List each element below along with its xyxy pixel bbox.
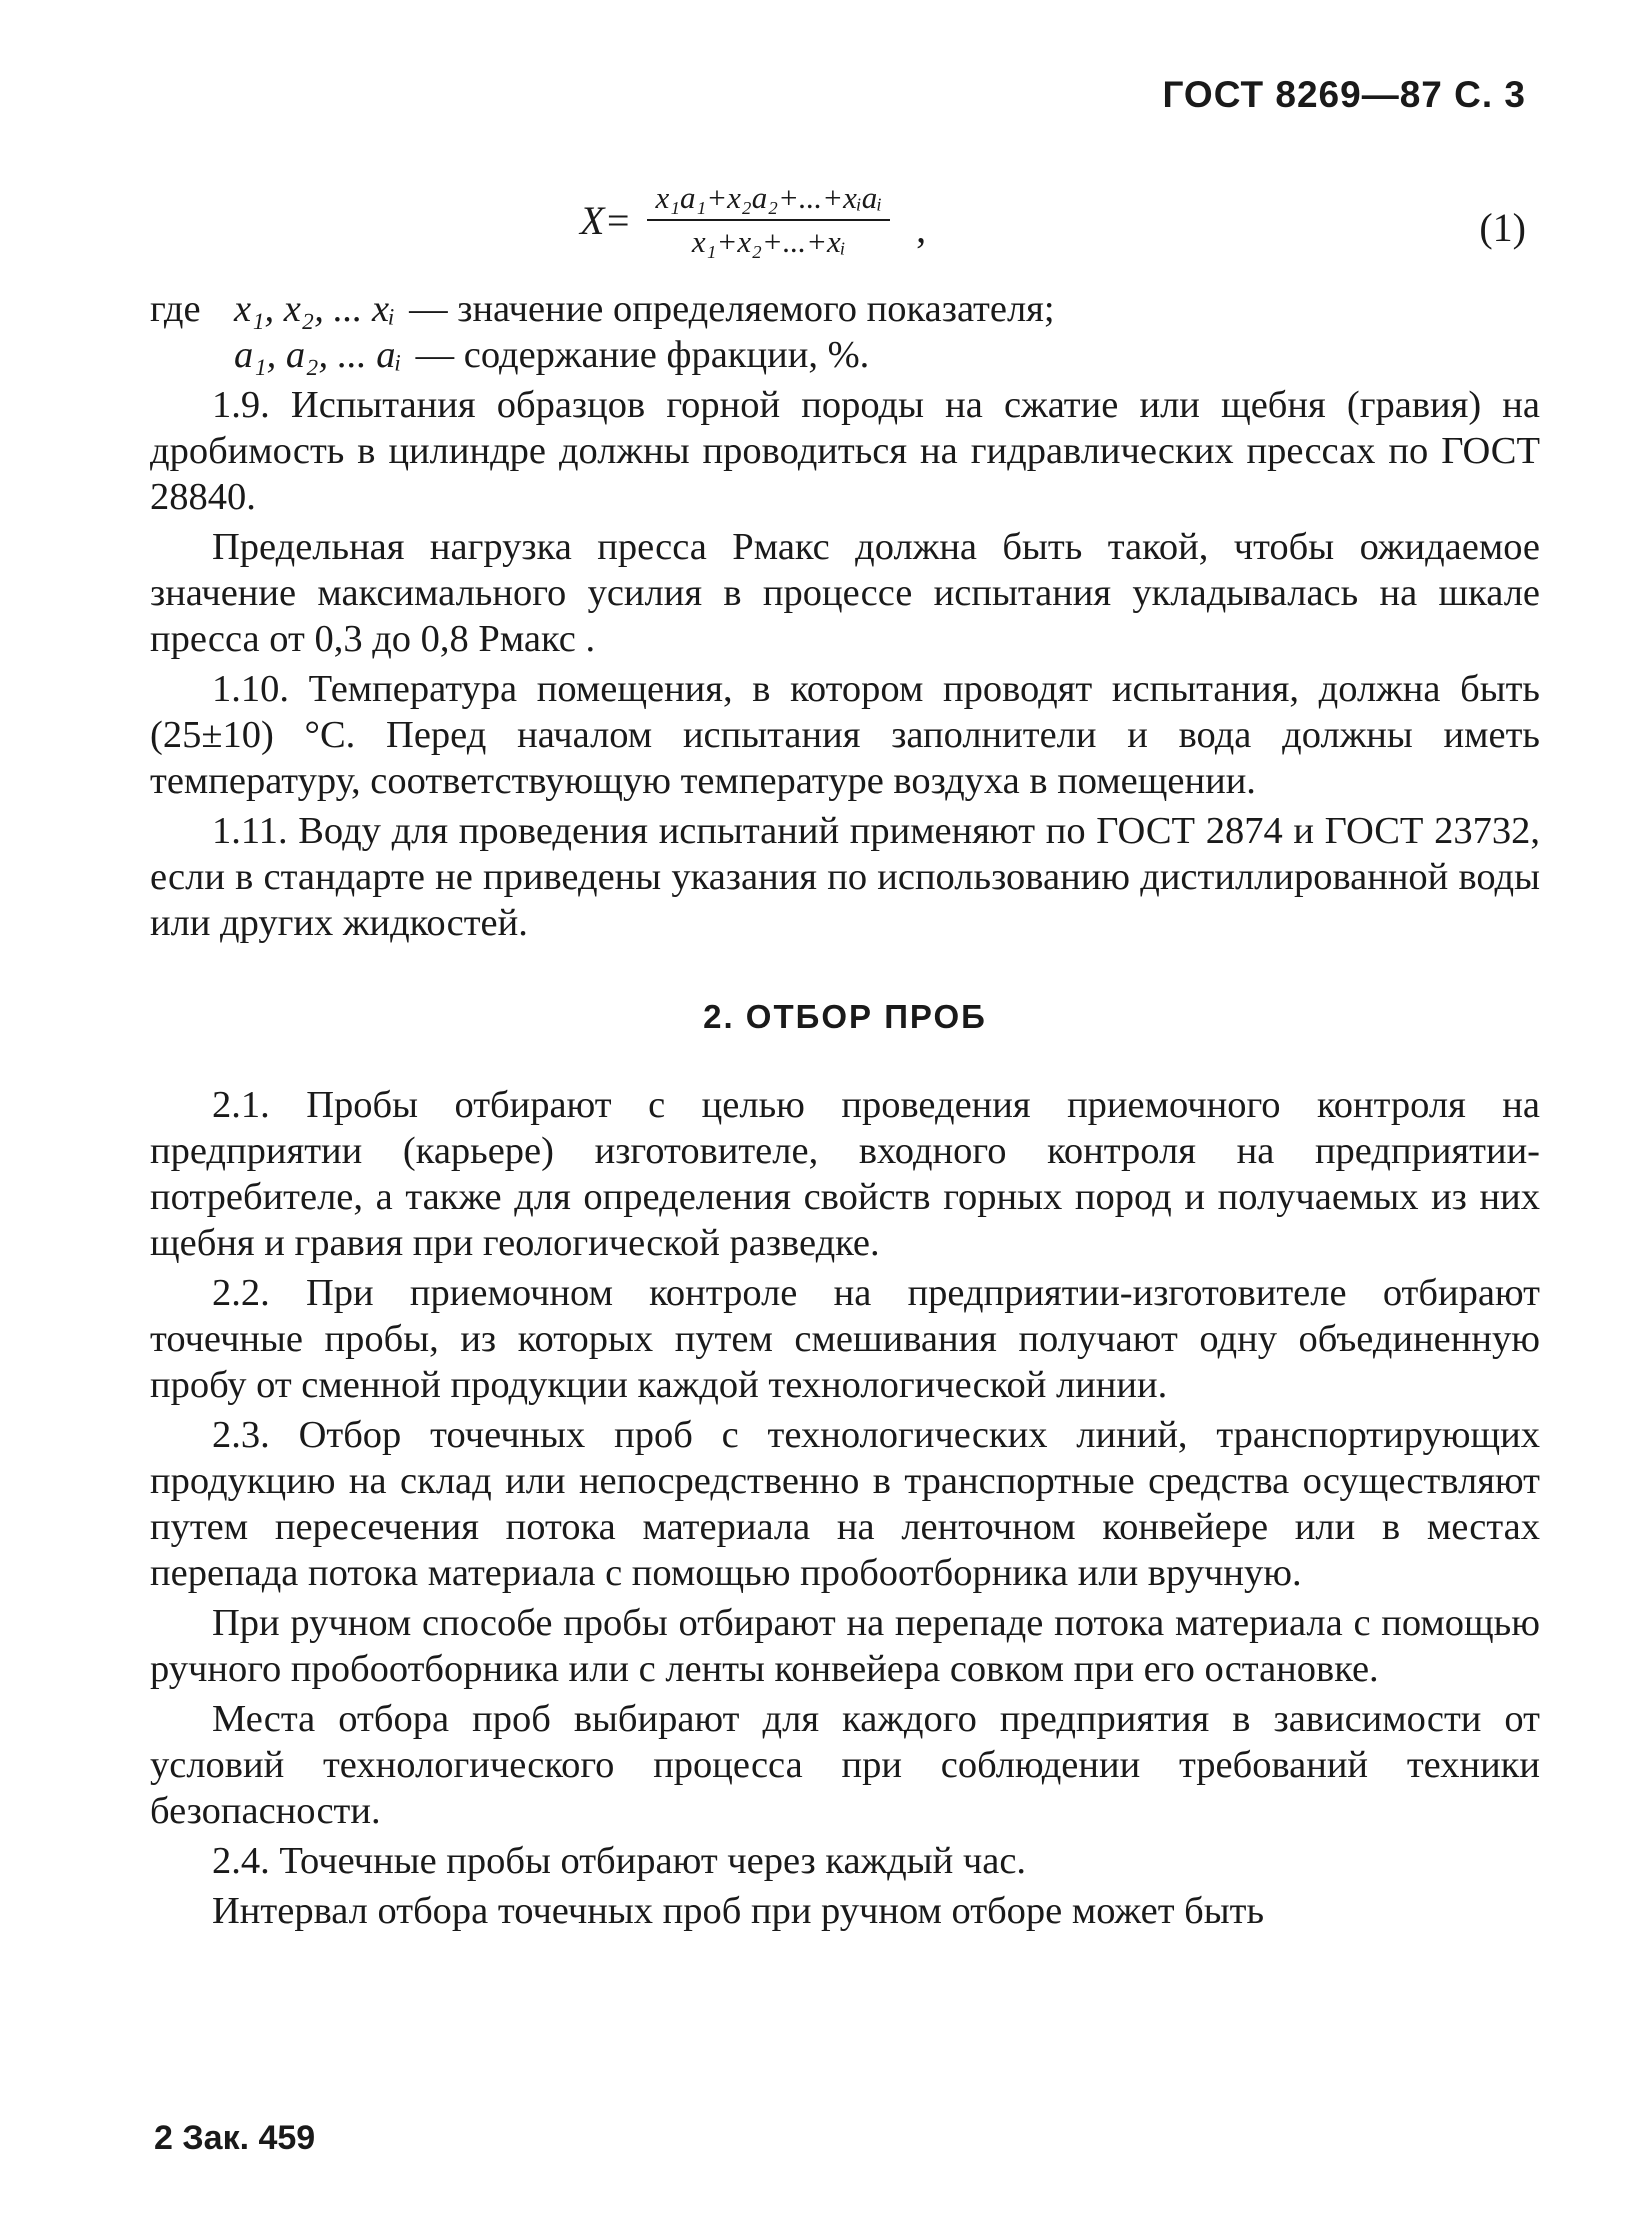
- formula-1: [580, 180, 926, 260]
- footer-order-number: 2 Зак. 459: [154, 2119, 316, 2157]
- paragraph-2-1: 2.1. Пробы отбирают с целью проведения приемочного контроля на предприятии (карьере) изготовителе, входного контроля на предприятии-потребителе, а также для определения свойств горных пород и получаемых из них щебня и гравия при геологической разведке.: [150, 1084, 1540, 1264]
- paragraph-2-3-manual: При ручном способе пробы отбирают на перепаде потока материала с помощью ручного пробоотборника или с ленты конвейера совком при его остановке.: [150, 1602, 1540, 1690]
- where-def-x: — значение определяемого показателя;: [409, 288, 1055, 330]
- equation-number: (1): [1479, 205, 1526, 250]
- where-row-a: [150, 332, 1540, 378]
- paragraph-2-2: 2.2. При приемочном контроле на предприятии-изготовителе отбирают точечные пробы, из которых путем смешивания получают одну объединенную пробу от сменной продукции каждой технологической линии.: [150, 1272, 1540, 1406]
- where-lead: где: [150, 288, 201, 330]
- paragraph-2-3-places: Места отбора проб выбирают для каждого предприятия в зависимости от условий технологического процесса при соблюдении требований техники безопасности.: [150, 1698, 1540, 1832]
- paragraph-1-9: 1.9. Испытания образцов горной породы на сжатие или щебня (гравия) на дробимость в цилиндре должны проводиться на гидравлических прессах по ГОСТ 28840.: [150, 384, 1540, 518]
- paragraph-2-3: 2.3. Отбор точечных проб с технологических линий, транспортирующих продукцию на склад или непосредственно в транспортные средства осуществляют путем пересечения потока материала на ленточном конвейере или в местах перепада потока материала с помощью пробоотборника или вручную.: [150, 1414, 1540, 1594]
- formula-fraction: [647, 180, 890, 260]
- formula-lhs: X=: [580, 197, 632, 243]
- body-text: [150, 286, 1540, 1938]
- where-row-x: [150, 286, 1540, 332]
- document-page: [150, 60, 1540, 2180]
- where-vars-a: a₁, a₂, ... aᵢ: [234, 334, 402, 376]
- where-vars-x: x₁, x₂, ... xᵢ: [234, 288, 396, 330]
- paragraph-2-4-interval: Интервал отбора точечных проб при ручном отборе может быть: [212, 1890, 1265, 1932]
- running-header: ГОСТ 8269—87 С. 3: [1162, 74, 1526, 115]
- formula-numerator: x₁a₁+x₂a₂+...+xᵢaᵢ: [647, 180, 890, 221]
- formula-comma: ,: [916, 205, 927, 251]
- section-heading: 2. ОТБОР ПРОБ: [703, 998, 987, 1035]
- formula-denominator: x₁+x₂+...+xᵢ: [691, 224, 846, 259]
- where-def-a: — содержание фракции, %.: [415, 334, 870, 376]
- paragraph-1-11: 1.11. Воду для проведения испытаний применяют по ГОСТ 2874 и ГОСТ 23732, если в стандарте не приведены указания по использованию дистиллированной воды или других жидкостей.: [150, 810, 1540, 944]
- paragraph-1-9-load: Предельная нагрузка пресса Pмакс должна быть такой, чтобы ожидаемое значение максимального усилия в процессе испытания укладывалась на шкале пресса от 0,3 до 0,8 Pмакс .: [150, 526, 1540, 660]
- paragraph-1-10: 1.10. Температура помещения, в котором проводят испытания, должна быть (25±10) °С. Перед началом испытания заполнители и вода должны иметь температуру, соответствующую температуре воздуха в помещении.: [150, 668, 1540, 802]
- paragraph-2-4: 2.4. Точечные пробы отбирают через каждый час.: [212, 1840, 1027, 1882]
